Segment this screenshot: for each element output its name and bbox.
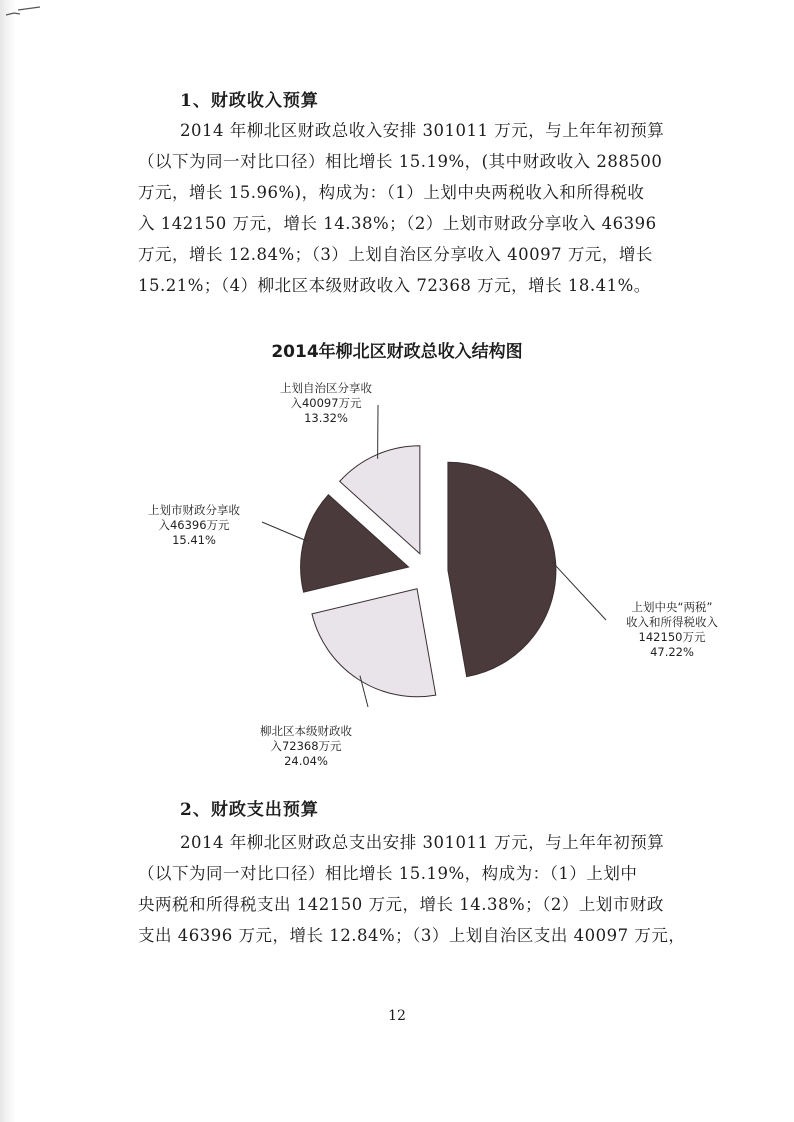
slice-district-own-revenue — [312, 589, 436, 697]
paragraph-line: 2014 年柳北区财政总收入安排 301011 万元，与上年年初预算 — [180, 121, 665, 140]
chart-title: 2014年柳北区财政总收入结构图 — [271, 342, 523, 362]
slice-label: 上划市财政分享收入46396万元 15.41% — [148, 503, 240, 547]
section-heading-expenditure: 2、财政支出预算 — [180, 800, 319, 820]
leader-line — [552, 561, 606, 620]
page-number: 12 — [388, 1008, 406, 1024]
slice-label: 上划自治区分享收入40097万元 13.32% — [280, 381, 372, 425]
paragraph-line: （以下为同一对比口径）相比增长 15.19%，构成为：（1）上划中 — [138, 864, 638, 883]
slice-central-two-taxes — [448, 462, 556, 676]
paragraph-line: 万元，增长 15.96%)，构成为：（1）上划中央两税收入和所得税收 — [138, 183, 645, 202]
section-heading-revenue: 1、财政收入预算 — [180, 91, 319, 111]
slice-label: 上划中央“两税”收入和所得税收入 142150万元 47.22% — [626, 600, 718, 659]
paragraph-line: 15.21%；（4）柳北区本级财政收入 72368 万元，增长 18.41%。 — [138, 276, 651, 295]
slice-label: 柳北区本级财政收入72368万元 24.04% — [260, 724, 352, 768]
paragraph-line: 2014 年柳北区财政总支出安排 301011 万元，与上年年初预算 — [180, 833, 665, 852]
paragraph-line: 入 142150 万元，增长 14.38%；（2）上划市财政分享收入 46396 — [138, 214, 657, 233]
expenditure-paragraph — [138, 827, 748, 951]
paragraph-line: 万元，增长 12.84%；（3）上划自治区分享收入 40097 万元，增长 — [138, 245, 653, 264]
paragraph-line: （以下为同一对比口径）相比增长 15.19%，(其中财政收入 288500 — [138, 152, 663, 171]
paragraph-line: 支出 46396 万元，增长 12.84%；（3）上划自治区支出 40097 万元， — [138, 926, 686, 945]
leader-line — [262, 522, 308, 541]
paragraph-line: 央两税和所得税支出 142150 万元，增长 14.38%；（2）上划市财政 — [138, 895, 664, 914]
